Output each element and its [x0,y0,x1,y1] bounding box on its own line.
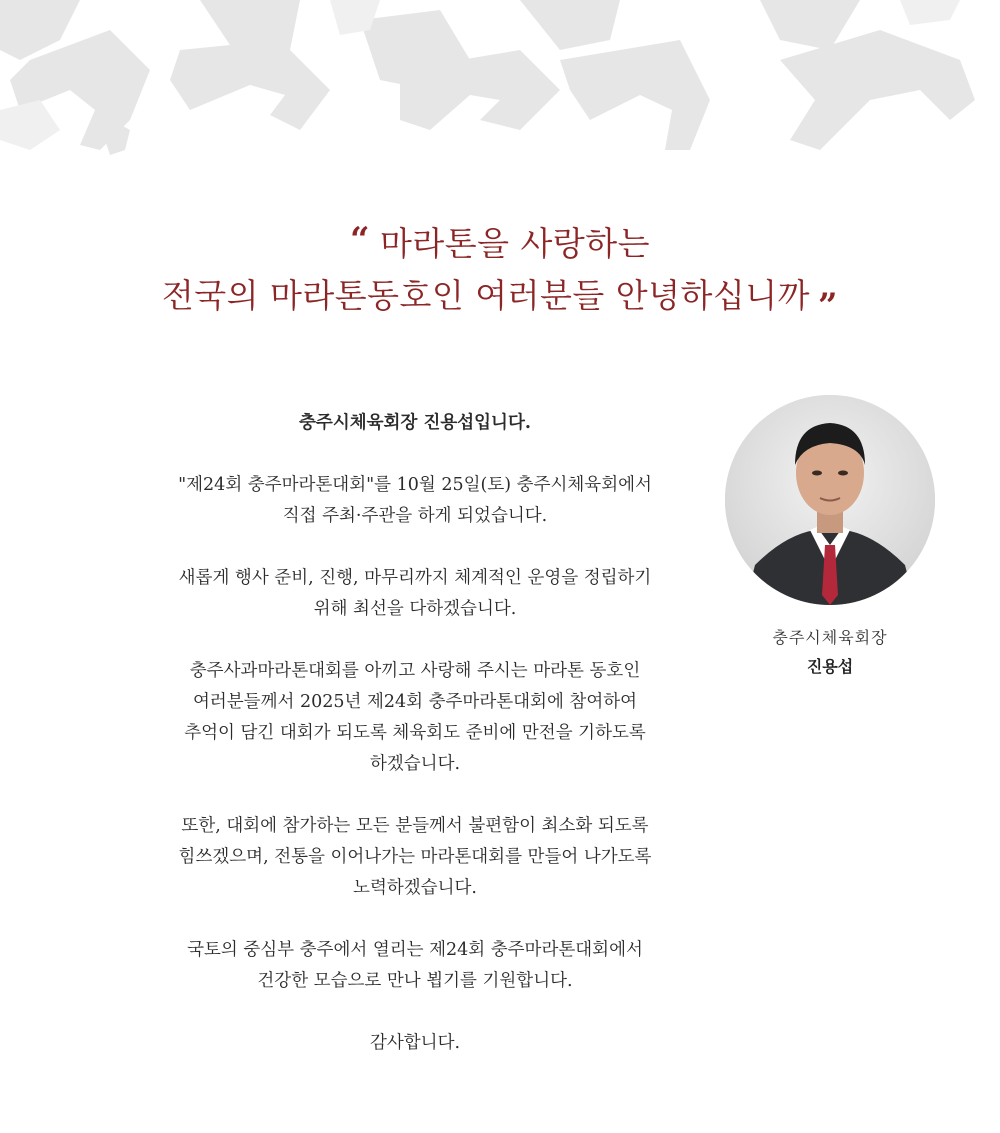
president-profile [725,395,935,677]
open-quote-mark: “ [349,220,371,260]
runners-banner-image [0,0,1000,175]
message-paragraph [120,656,710,780]
message-paragraph [120,935,710,997]
message-line: 추억이 담긴 대회가 되도록 체육회도 준비에 만전을 기하도록 [184,723,646,743]
message-line: 또한, 대회에 참가하는 모든 분들께서 불편함이 최소화 되도록 [181,816,649,836]
president-name: 진용섭 [806,657,854,676]
message-line: 새롭게 행사 준비, 진행, 마무리까지 체계적인 운영을 정립하기 [178,568,652,588]
closing-line: 감사합니다. [369,1033,461,1053]
headline-text-1: 마라톤을 사랑하는 [380,224,651,263]
greeting-message [120,408,710,1059]
message-line: 여러분들께서 2025년 제24회 충주마라톤대회에 참여하여 [192,692,638,712]
message-line: 위해 최선을 다하겠습니다. [313,599,517,619]
message-line: 충주사과마라톤대회를 아끼고 사랑해 주시는 마라톤 동호인 [189,661,641,681]
message-line: 노력하겠습니다. [353,878,477,898]
greeting-line: 충주시체육회장 진용섭입니다. [299,413,531,433]
message-line: 힘쓰겠으며, 전통을 이어나가는 마라톤대회를 만들어 나가도록 [178,847,652,867]
president-role: 충주시체육회장 [772,628,888,647]
headline-line-2 [0,270,1000,326]
president-photo [725,395,935,605]
message-paragraph [120,811,710,904]
message-line: 직접 주최·주관을 하게 되었습니다. [282,506,548,526]
headline-text-2: 전국의 마라톤동호인 여러분들 안녕하십니까 [161,276,811,315]
close-quote-mark: ” [818,286,839,326]
message-paragraph [120,563,710,625]
message-paragraph [120,470,710,532]
message-line: 하겠습니다. [369,754,461,774]
message-line: 건강한 모습으로 만나 뵙기를 기원합니다. [257,971,573,991]
headline [0,218,1000,326]
message-line: 국토의 중심부 충주에서 열리는 제24회 충주마라톤대회에서 [187,940,643,960]
message-line: "제24회 충주마라톤대회"를 10월 25일(토) 충주시체육회에서 [178,475,652,495]
headline-line-1 [0,218,1000,270]
